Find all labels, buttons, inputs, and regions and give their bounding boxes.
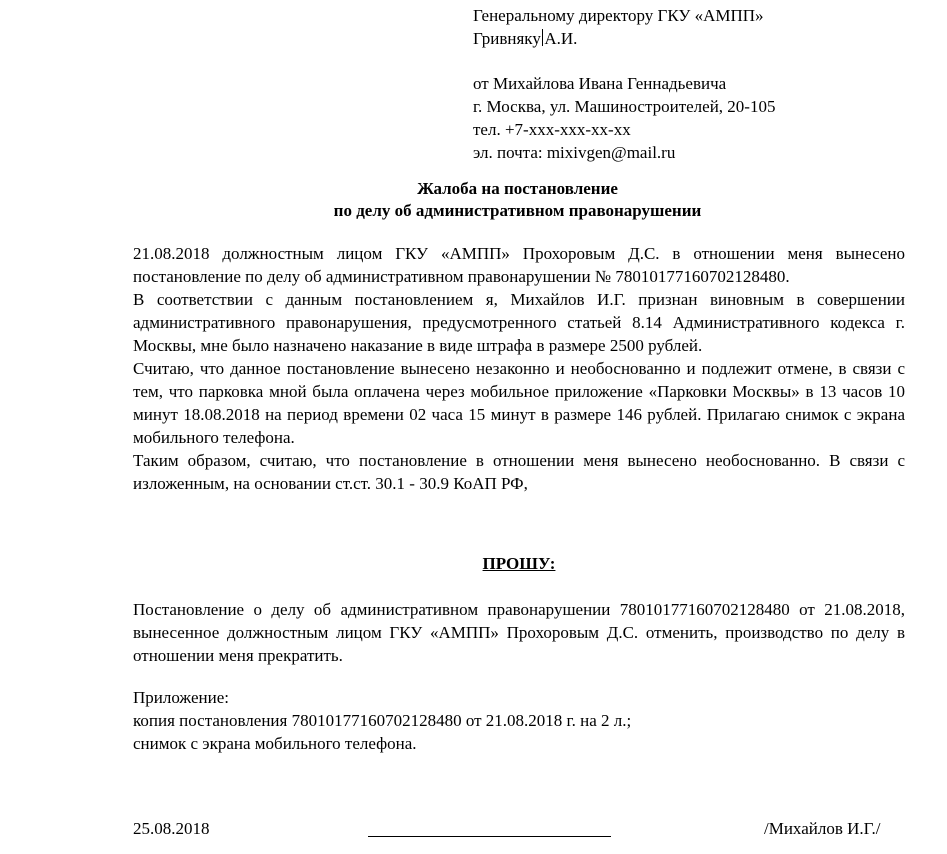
attachments-block bbox=[133, 686, 905, 755]
signature-line bbox=[368, 836, 611, 837]
attachment-item: снимок с экрана мобильного телефона. bbox=[133, 734, 417, 753]
body-paragraph: 21.08.2018 должностным лицом ГКУ «АМПП» Прохоровым Д.С. в отношении меня вынесено постановление по делу об административном правонарушении № 78010177160702128480. bbox=[133, 244, 905, 286]
request-paragraph: Постановление о делу об административном правонарушении 78010177160702128480 от 21.08.2018, вынесенное должностным лицом ГКУ «АМПП» Прохоровым Д.С. отменить, производство по делу в отношении меня прекратить. bbox=[133, 600, 905, 665]
sender-address: г. Москва, ул. Машиностроителей, 20-105 bbox=[473, 97, 776, 116]
title-line-2: по делу об административном правонарушении bbox=[333, 201, 702, 220]
addressee-surname: Гривняку bbox=[473, 29, 541, 48]
title-line-1: Жалоба на постановление bbox=[417, 179, 618, 198]
addressee-initials: А.И. bbox=[544, 29, 578, 48]
request-body bbox=[133, 598, 905, 667]
addressee-line: Генеральному директору ГКУ «АМПП» bbox=[473, 6, 764, 25]
signature-date: 25.08.2018 bbox=[133, 819, 210, 838]
spacer bbox=[473, 50, 913, 72]
complaint-body bbox=[133, 242, 905, 495]
sender-email: эл. почта: mixivgen@mail.ru bbox=[473, 143, 676, 162]
document-title bbox=[130, 178, 905, 222]
attachments-label: Приложение: bbox=[133, 688, 229, 707]
signature-name: /Михайлов И.Г./ bbox=[764, 819, 881, 838]
addressee-block bbox=[473, 4, 913, 164]
addressee-name-line bbox=[473, 27, 913, 50]
sender-phone: тел. +7-xxx-xxx-xx-xx bbox=[473, 120, 631, 139]
body-paragraph: В соответствии с данным постановлением я, Михайлов И.Г. признан виновным в совершении административного правонарушения, предусмотренного статьей 8.14 Административного кодекса г. Москвы, мне было назначено наказание в виде штрафа в размере 2500 рублей. bbox=[133, 290, 905, 355]
sender-line: от Михайлова Ивана Геннадьевича bbox=[473, 74, 727, 93]
body-paragraph: Таким образом, считаю, что постановление в отношении меня вынесено необоснованно. В связи с изложенным, на основании ст.ст. 30.1 - 30.9 КоАП РФ, bbox=[133, 451, 905, 493]
attachment-item: копия постановления 78010177160702128480 от 21.08.2018 г. на 2 л.; bbox=[133, 711, 632, 730]
request-heading: ПРОШУ: bbox=[482, 554, 556, 573]
body-paragraph: Считаю, что данное постановление вынесено незаконно и необоснованно и подлежит отмене, в связи с тем, что парковка мной была оплачена через мобильное приложение «Парковки Москвы» в 13 часов 10 минут 18.08.2018 на период времени 02 часа 15 минут в размере 146 рублей. Прилагаю снимок с экрана мобильного телефона. bbox=[133, 359, 905, 447]
